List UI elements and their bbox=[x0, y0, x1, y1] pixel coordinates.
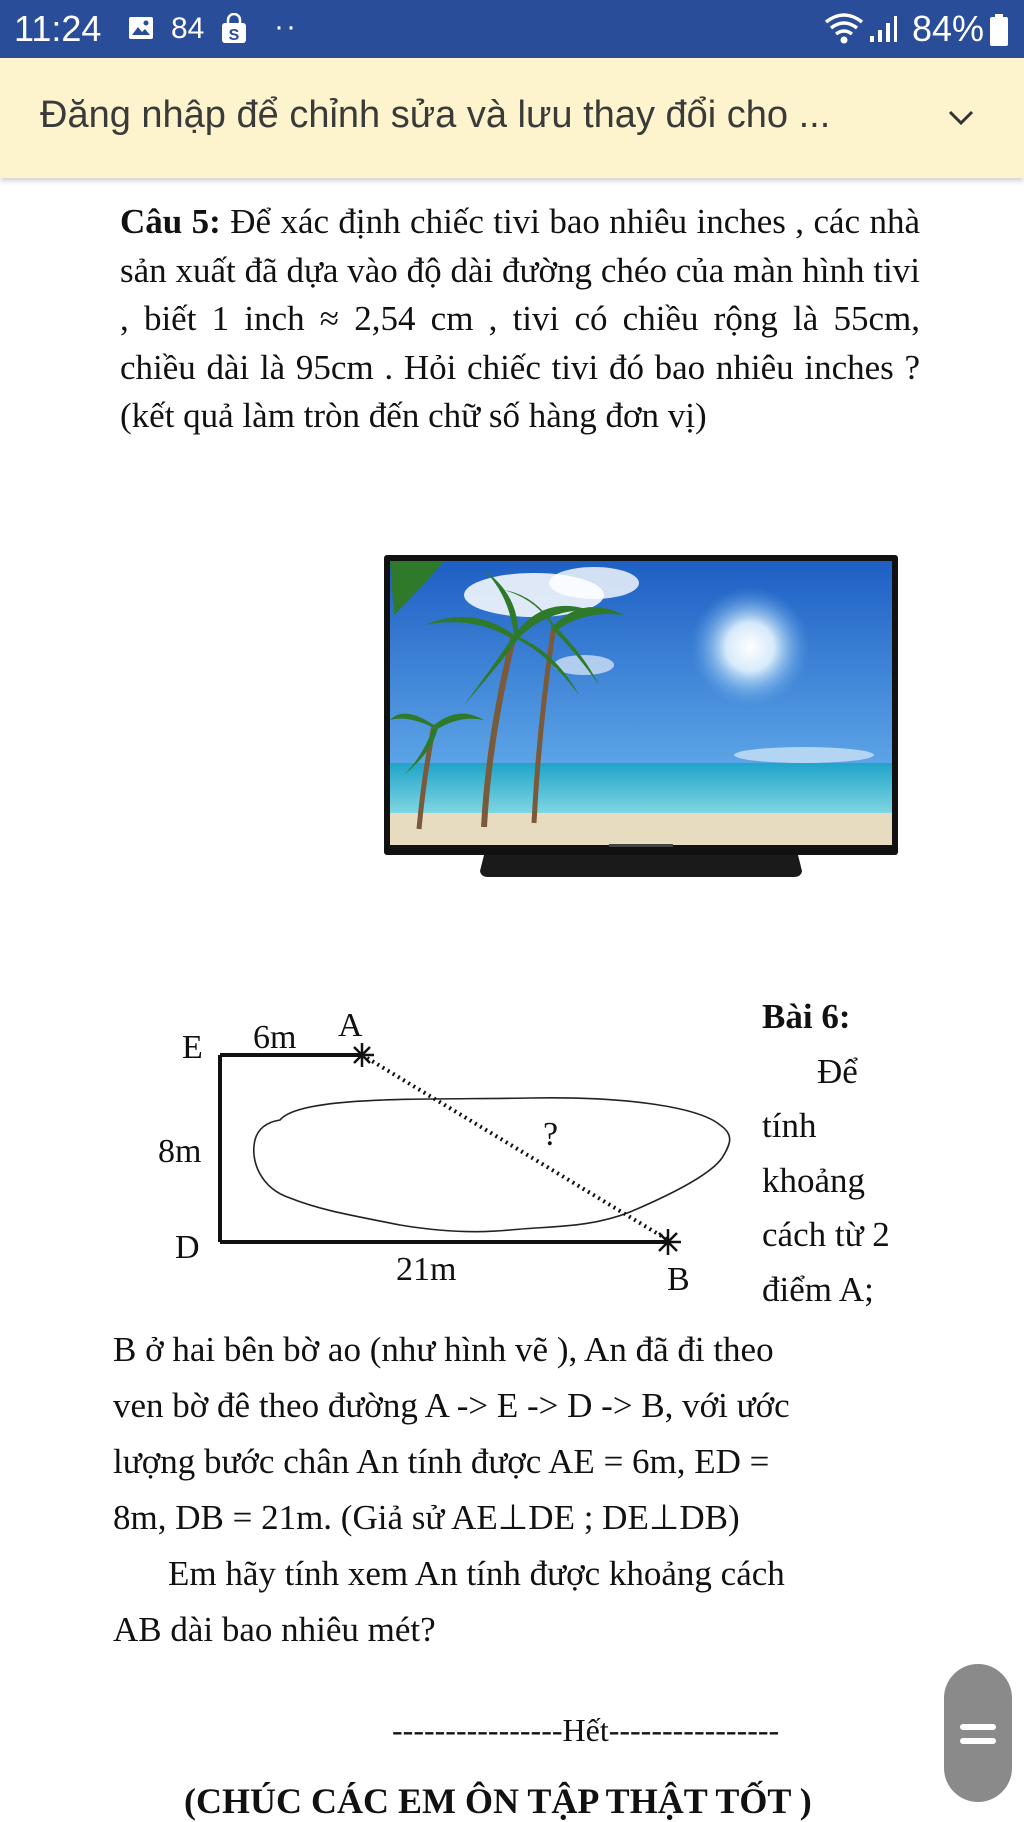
signal-icon bbox=[868, 14, 898, 44]
tv-image bbox=[384, 555, 898, 881]
battery-icon bbox=[990, 14, 1008, 46]
label-d: D bbox=[175, 1229, 200, 1266]
pond-outline bbox=[254, 1098, 730, 1232]
bai6-title: Bài 6: bbox=[762, 997, 851, 1036]
bai6-body bbox=[113, 1322, 933, 1658]
label-ed: 8m bbox=[158, 1133, 202, 1170]
bai6-diagram bbox=[150, 1000, 750, 1300]
bai6-question-line: AB dài bao nhiêu mét? bbox=[113, 1610, 436, 1649]
point-b-marker bbox=[655, 1229, 681, 1255]
banner-text[interactable]: Đăng nhập để chỉnh sửa và lưu thay đổi cho ... bbox=[40, 94, 831, 136]
bai6-side-text bbox=[762, 990, 922, 1317]
status-time: 11:24 bbox=[14, 8, 102, 49]
scroll-handle-grip bbox=[960, 1724, 996, 1730]
bai6-question-line: Em hãy tính xem An tính được khoảng cách bbox=[168, 1554, 785, 1593]
label-ae: 6m bbox=[253, 1019, 297, 1056]
wifi-icon bbox=[824, 12, 864, 46]
bai6-side-line: Để bbox=[817, 1051, 858, 1091]
bai6-side-line: cách từ 2 bbox=[762, 1215, 890, 1254]
bai6-line: B ở hai bên bờ ao (như hình vẽ ), An đã đi theo bbox=[113, 1330, 774, 1369]
bai6-line: lượng bước chân An tính được AE = 6m, ED = bbox=[113, 1442, 770, 1481]
notification-count: 84 bbox=[171, 12, 205, 45]
label-b: B bbox=[667, 1261, 690, 1298]
bai6-side-line: khoảng bbox=[762, 1160, 866, 1200]
shopping-bag-icon bbox=[220, 13, 248, 45]
question-5-text: Để xác định chiếc tivi bao nhiêu inches , các nhà sản xuất đã dựa vào độ dài đường chéo của màn hình tivi , biết 1 inch ≈ 2,54 cm , tivi có chiều rộng là 55cm, chiều dài là 95cm . Hỏi chiếc tivi đó bao nhiêu inches ? (kết quả làm tròn đến chữ số hàng đơn vị) bbox=[120, 202, 920, 435]
more-notifications: ·· bbox=[274, 10, 298, 43]
footer-message: (CHÚC CÁC EM ÔN TẬP THẬT TỐT ) bbox=[184, 1781, 812, 1821]
label-a: A bbox=[338, 1007, 363, 1044]
bai6-line: 8m, DB = 21m. (Giả sử AE⊥DE ; DE⊥DB) bbox=[113, 1498, 740, 1537]
svg-text:S: S bbox=[228, 27, 240, 44]
segment-ab bbox=[362, 1055, 668, 1240]
bai6-line: ven bờ đê theo đường A -> E -> D -> B, với ước bbox=[113, 1386, 790, 1425]
image-icon bbox=[128, 16, 154, 40]
label-e: E bbox=[182, 1029, 203, 1066]
question-5 bbox=[120, 198, 920, 441]
scroll-handle-icon[interactable] bbox=[944, 1664, 1012, 1802]
label-db: 21m bbox=[396, 1251, 457, 1288]
sign-in-banner[interactable] bbox=[0, 58, 1024, 178]
end-marker: ----------------Hết---------------- bbox=[392, 1712, 780, 1748]
label-unknown: ? bbox=[543, 1116, 559, 1153]
scroll-handle-grip bbox=[960, 1738, 996, 1744]
point-a-marker bbox=[350, 1043, 374, 1067]
bai6-side-line: điểm A; bbox=[762, 1269, 874, 1309]
battery-percent: 84% bbox=[912, 8, 985, 49]
question-5-label: Câu 5: bbox=[120, 202, 221, 241]
chevron-down-icon[interactable] bbox=[944, 102, 978, 134]
bai6-side-line: tính bbox=[762, 1106, 817, 1145]
status-bar bbox=[0, 0, 1024, 58]
